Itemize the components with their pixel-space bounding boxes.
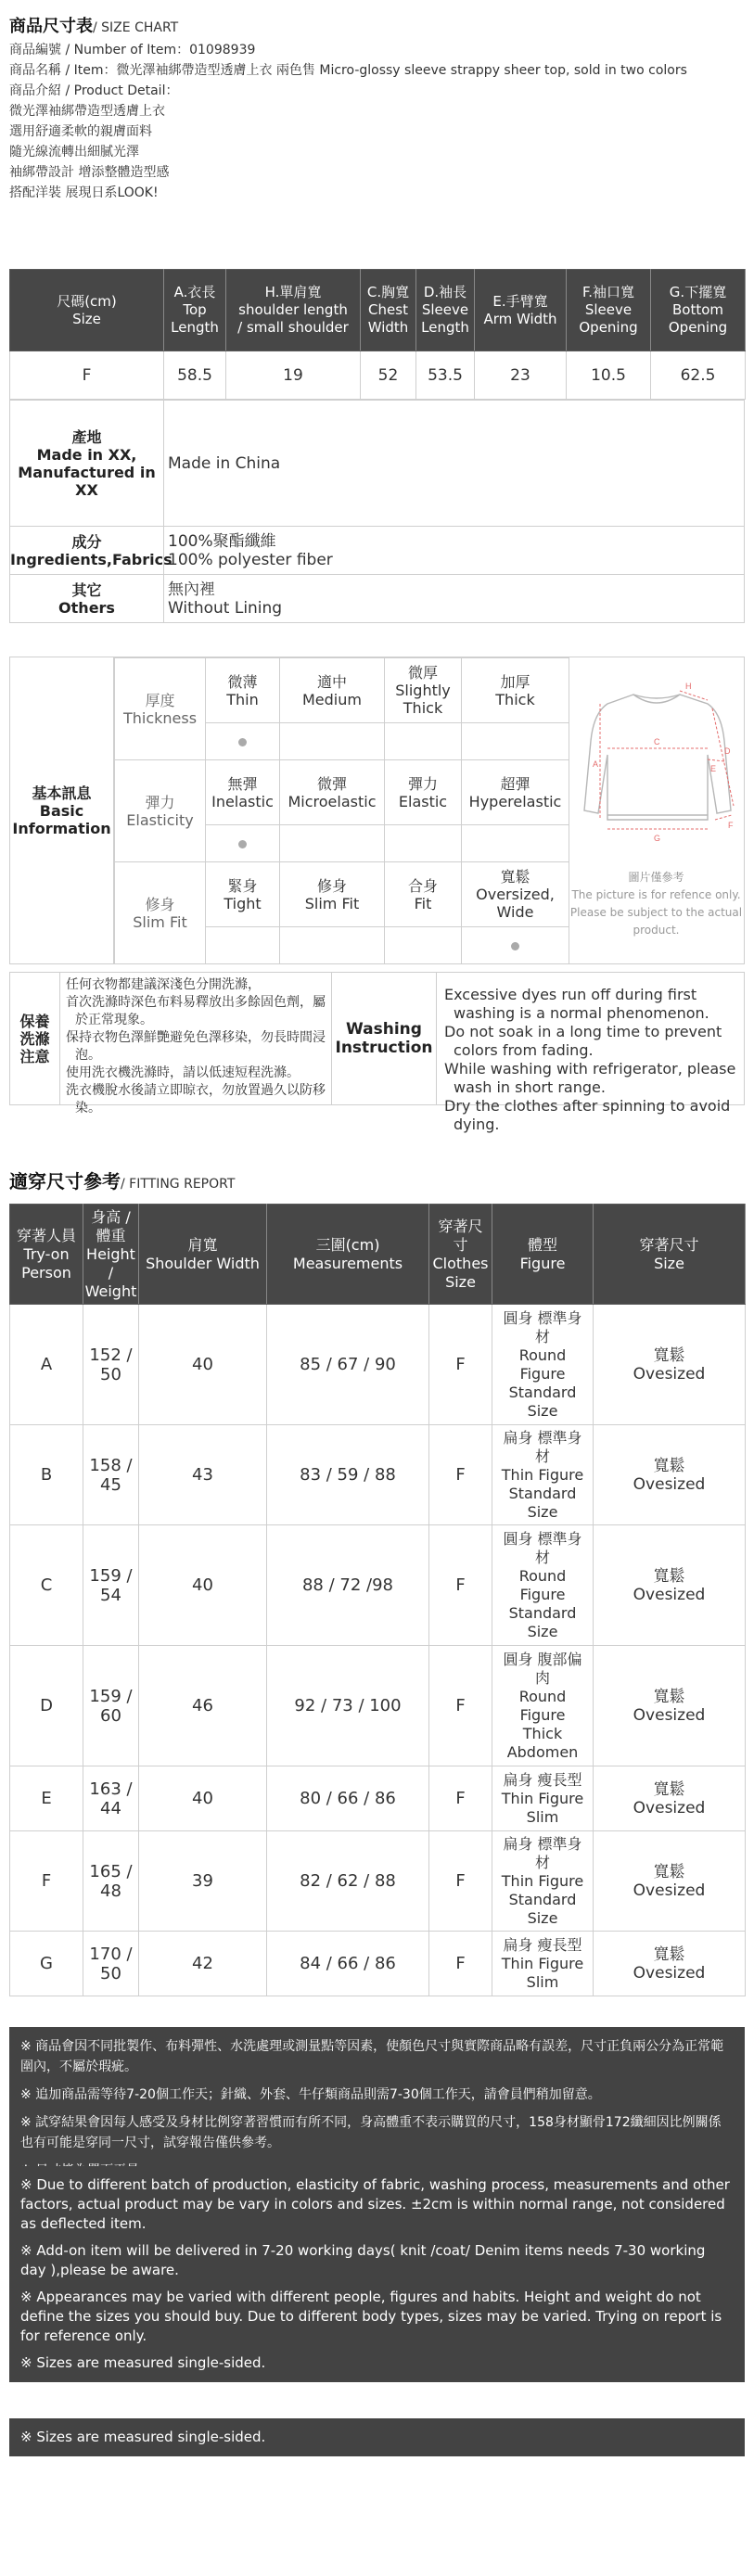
intro-line: 選用舒適柔軟的親膚面料	[9, 124, 152, 139]
size-header-cell: 尺碼(cm) Size	[10, 270, 164, 351]
attribute-selection-cell	[385, 825, 462, 862]
fitting-meas-cell: 85 / 67 / 90	[267, 1305, 429, 1425]
fitting-header-cell: 穿著人員 Try-on Person	[10, 1205, 83, 1305]
ingredients-value: 100%聚酯纖維 100% polyester fiber	[164, 527, 745, 575]
attribute-selection-cell	[462, 825, 569, 862]
fitting-meas-cell: 82 / 62 / 88	[267, 1831, 429, 1932]
size-header-cell: D.袖長 Sleeve Length	[416, 270, 475, 351]
fitting-hw-cell: 170 / 50	[83, 1932, 139, 1996]
fitting-wear-cell: 寬鬆 Ovesized	[594, 1646, 746, 1766]
ingredients-label: 成分 Ingredients,Fabrics	[10, 527, 164, 575]
fitting-size-cell: F	[429, 1932, 492, 1996]
item-number: 商品編號 / Number of Item：01098939	[9, 43, 256, 57]
fitting-row	[10, 1932, 746, 1996]
size-header-cell: E.手臂寬 Arm Width	[475, 270, 567, 351]
attribute-selection-cell	[462, 723, 569, 760]
others-label: 其它 Others	[10, 575, 164, 623]
note-en: ※ Add-on item will be delivered in 7-20 working days( knit /coat/ Denim items needs 7-30 working day ),please be aware.	[20, 2242, 706, 2278]
sweater-diagram-icon	[569, 657, 744, 871]
fitting-shoulder-cell: 40	[139, 1305, 267, 1425]
intro-line: 微光澤袖綁帶造型透膚上衣	[9, 104, 165, 119]
washing-item-en: While washing with refrigerator, please wash in short range.	[444, 1060, 736, 1096]
attribute-grid	[114, 657, 569, 964]
notes-last-line: ※ Sizes are measured single-sided.	[20, 2429, 266, 2445]
fitting-person-cell: A	[10, 1305, 83, 1425]
fitting-figure-cell: 扁身 瘦長型 Thin Figure Slim	[492, 1766, 594, 1831]
fitting-hw-cell: 163 / 44	[83, 1766, 139, 1831]
size-cell: 58.5	[164, 351, 226, 400]
sketch-label-c: C	[654, 737, 660, 746]
intro-lines	[9, 101, 745, 203]
washing-item-en: Dry the clothes after spinning to avoid dying.	[444, 1097, 731, 1133]
size-cell: 62.5	[651, 351, 746, 400]
size-cell: 53.5	[416, 351, 475, 400]
fitting-report-title: 適穿尺寸參考/ FITTING REPORT	[9, 1170, 236, 1192]
fitting-shoulder-cell: 39	[139, 1831, 267, 1932]
washing-item-zh: 使用洗衣機洗滌時，請以低速短程洗滌。	[66, 1065, 300, 1080]
sketch-note-en: The picture is for refence only. Please be subject to the actual product.	[569, 888, 743, 937]
sketch-label-g: G	[654, 834, 661, 843]
fitting-person-cell: C	[10, 1525, 83, 1646]
washing-list-zh	[62, 976, 331, 1117]
washing-item-en: Excessive dyes run off during first washing is a normal phenomenon.	[444, 986, 709, 1022]
fitting-meas-cell: 92 / 73 / 100	[267, 1646, 429, 1766]
notes-last	[9, 2418, 745, 2456]
fitting-hw-cell: 159 / 60	[83, 1646, 139, 1766]
washing-label-zh: 保養 洗滌 注意	[10, 973, 60, 1104]
size-row	[10, 351, 746, 400]
attribute-option: 寬鬆 Oversized, Wide	[462, 862, 569, 927]
size-cell: 23	[475, 351, 567, 400]
origin-table	[9, 400, 745, 623]
sketch-label-d: D	[724, 746, 731, 756]
size-header-cell: H.單肩寬 shoulder length / small shoulder	[226, 270, 361, 351]
washing-item-en: Do not soak in a long time to prevent colors from fading.	[444, 1023, 722, 1059]
washing-item-zh: 保持衣物色澤鮮艷避免色澤移染，勿長時間浸泡。	[66, 1030, 326, 1063]
fitting-meas-cell: 80 / 66 / 86	[267, 1766, 429, 1831]
fitting-header-cell: 穿著尺寸 Size	[594, 1205, 746, 1305]
size-header-cell: C.胸寬 Chest Width	[361, 270, 416, 351]
fitting-size-cell: F	[429, 1305, 492, 1425]
fabric-attributes	[9, 657, 745, 964]
washing-item-zh: 任何衣物都建議深淺色分開洗滌，	[66, 977, 261, 992]
fitting-row	[10, 1646, 746, 1766]
fitting-wear-cell: 寬鬆 Ovesized	[594, 1831, 746, 1932]
notes-en	[9, 2166, 745, 2382]
fitting-meas-cell: 84 / 66 / 86	[267, 1932, 429, 1996]
attribute-selection-cell	[385, 723, 462, 760]
attribute-option: 微彈 Microelastic	[280, 760, 385, 825]
washing-list-en	[441, 986, 745, 1134]
fitting-wear-cell: 寬鬆 Ovesized	[594, 1525, 746, 1646]
attribute-selection-cell	[280, 825, 385, 862]
item-name: 商品名稱 / Item：微光澤袖綁帶造型透膚上衣 兩色售 Micro-glossy sleeve strappy sheer top, sold in two colors	[9, 63, 687, 78]
attribute-option: 適中 Medium	[280, 658, 385, 723]
fitting-row	[10, 1831, 746, 1932]
fitting-header-cell: 穿著尺 寸 Clothes Size	[429, 1205, 492, 1305]
fitting-wear-cell: 寬鬆 Ovesized	[594, 1932, 746, 1996]
fitting-row	[10, 1425, 746, 1525]
note-en: ※ Due to different batch of production, elasticity of fabric, washing process, measurements and other factors, actual product may be vary in colors and sizes. ±2cm is within normal range, not considered as deflected item.	[20, 2176, 730, 2232]
fitting-figure-cell: 扁身 瘦長型 Thin Figure Slim	[492, 1932, 594, 1996]
fitting-meas-cell: 88 / 72 /98	[267, 1525, 429, 1646]
basic-information-label: 基本訊息 Basic Information	[10, 657, 114, 963]
note-en: ※ Appearances may be varied with different people, figures and habits. Height and weight do not define the sizes you should buy. Due to different body types, sizes may be varied. Trying on report is for reference only.	[20, 2289, 722, 2344]
sketch-label-e: E	[710, 764, 717, 773]
washing-item-zh: 洗衣機脫水後請立即晾衣，勿放置過久以防移染。	[66, 1083, 326, 1116]
fitting-person-cell: F	[10, 1831, 83, 1932]
fitting-row	[10, 1525, 746, 1646]
fitting-size-cell: F	[429, 1646, 492, 1766]
attribute-option: 無彈 Inelastic	[206, 760, 280, 825]
fitting-shoulder-cell: 46	[139, 1646, 267, 1766]
garment-sketch	[569, 657, 744, 963]
note-en: ※ Sizes are measured single-sided.	[20, 2354, 266, 2371]
fitting-shoulder-cell: 42	[139, 1932, 267, 1996]
fitting-header-cell: 肩寬 Shoulder Width	[139, 1205, 267, 1305]
fitting-size-cell: F	[429, 1766, 492, 1831]
attribute-selection-cell	[206, 927, 280, 964]
selected-dot-icon	[511, 942, 519, 950]
size-header-cell: F.袖口寬 Sleeve Opening	[567, 270, 651, 351]
attribute-selection-cell	[385, 927, 462, 964]
attribute-option: 微厚 Slightly Thick	[385, 658, 462, 723]
attribute-option: 修身 Slim Fit	[280, 862, 385, 927]
attribute-option: 微薄 Thin	[206, 658, 280, 723]
fitting-shoulder-cell: 43	[139, 1425, 267, 1525]
fitting-person-cell: E	[10, 1766, 83, 1831]
attribute-category: 彈力 Elasticity	[115, 760, 206, 862]
fitting-meas-cell: 83 / 59 / 88	[267, 1425, 429, 1525]
attribute-selection-cell	[280, 927, 385, 964]
fitting-hw-cell: 158 / 45	[83, 1425, 139, 1525]
attribute-option: 合身 Fit	[385, 862, 462, 927]
attribute-selection-cell	[206, 723, 280, 760]
attribute-option: 彈力 Elastic	[385, 760, 462, 825]
intro-line: 袖綁帶設計 增添整體造型感	[9, 165, 170, 180]
fitting-person-cell: B	[10, 1425, 83, 1525]
sketch-label-h: H	[685, 682, 692, 691]
sketch-label-a: A	[593, 759, 599, 769]
fitting-row	[10, 1766, 746, 1831]
fitting-figure-cell: 圓身 標準身 材 Round Figure Standard Size	[492, 1305, 594, 1425]
washing-instructions	[9, 972, 745, 1133]
fitting-size-cell: F	[429, 1831, 492, 1932]
fitting-wear-cell: 寬鬆 Ovesized	[594, 1425, 746, 1525]
attribute-options-row	[115, 862, 569, 927]
attribute-selection-cell	[462, 927, 569, 964]
fitting-figure-cell: 圓身 標準身 材 Round Figure Standard Size	[492, 1525, 594, 1646]
attribute-category: 修身 Slim Fit	[115, 862, 206, 964]
sketch-label-f: F	[728, 821, 734, 830]
selected-dot-icon	[238, 840, 247, 848]
washing-label-en: Washing Instruction	[331, 973, 437, 1104]
note-zh: ※ 追加商品需等待7-20個工作天；針織、外套、牛仔類商品則需7-30個工作天，請會員們稍加留意。	[20, 2087, 601, 2102]
fitting-header-cell: 體型 Figure	[492, 1205, 594, 1305]
washing-item-zh: 首次洗滌時深色布料易釋放出多餘固色劑，屬於正常現象。	[66, 995, 326, 1027]
attribute-options-row	[115, 760, 569, 825]
fitting-size-cell: F	[429, 1425, 492, 1525]
origin-value: Made in China	[164, 401, 745, 527]
fitting-figure-cell: 扁身 標準身 材 Thin Figure Standard Size	[492, 1425, 594, 1525]
sketch-note	[569, 869, 744, 939]
size-cell: 19	[226, 351, 361, 400]
attribute-category: 厚度 Thickness	[115, 658, 206, 760]
selected-dot-icon	[238, 738, 247, 746]
size-header-cell: A.衣長 Top Length	[164, 270, 226, 351]
size-header-cell: G.下擺寬 Bottom Opening	[651, 270, 746, 351]
header	[9, 13, 745, 203]
attribute-selection-cell	[206, 825, 280, 862]
fitting-size-cell: F	[429, 1525, 492, 1646]
fitting-row	[10, 1305, 746, 1425]
size-cell: 52	[361, 351, 416, 400]
fitting-shoulder-cell: 40	[139, 1525, 267, 1646]
fitting-person-cell: G	[10, 1932, 83, 1996]
attribute-selection-cell	[280, 723, 385, 760]
fitting-hw-cell: 152 / 50	[83, 1305, 139, 1425]
size-cell: 10.5	[567, 351, 651, 400]
attribute-option: 緊身 Tight	[206, 862, 280, 927]
fitting-header-cell: 三圍(cm) Measurements	[267, 1205, 429, 1305]
fitting-figure-cell: 扁身 標準身 材 Thin Figure Standard Size	[492, 1831, 594, 1932]
intro-label: 商品介紹 / Product Detail：	[9, 83, 179, 98]
fitting-hw-cell: 159 / 54	[83, 1525, 139, 1646]
size-table	[9, 269, 746, 400]
attribute-option: 超彈 Hyperelastic	[462, 760, 569, 825]
fitting-report-table	[9, 1204, 746, 1996]
fitting-wear-cell: 寬鬆 Ovesized	[594, 1305, 746, 1425]
fitting-header-cell: 身高 / 體重 Height / Weight	[83, 1205, 139, 1305]
fitting-figure-cell: 圓身 腹部偏 肉 Round Figure Thick Abdomen	[492, 1646, 594, 1766]
fitting-hw-cell: 165 / 48	[83, 1831, 139, 1932]
sketch-note-zh: 圖片僅參考	[628, 871, 684, 884]
others-value: 無內裡 Without Lining	[164, 575, 745, 623]
fitting-shoulder-cell: 40	[139, 1766, 267, 1831]
fitting-person-cell: D	[10, 1646, 83, 1766]
size-chart-title: 商品尺寸表/ SIZE CHART	[9, 17, 179, 36]
intro-line: 隨光線流轉出細膩光澤	[9, 145, 139, 159]
size-cell: F	[10, 351, 164, 400]
fitting-wear-cell: 寬鬆 Ovesized	[594, 1766, 746, 1831]
note-zh: ※ 商品會因不同批製作、布料彈性、水洗處理或測量點等因素，使顏色尺寸與實際商品略有誤差，尺寸正負兩公分為正常範圍內，不屬於瑕疵。	[20, 2039, 724, 2074]
attribute-option: 加厚 Thick	[462, 658, 569, 723]
note-zh: ※ 試穿結果會因每人感受及身材比例穿著習慣而有所不同，身高體重不表示購買的尺寸，158身材顯骨172纖細因比例關係也有可能是穿同一尺寸，試穿報告僅供參考。	[20, 2115, 722, 2150]
intro-line: 搭配洋裝 展現日系LOOK!	[9, 185, 159, 200]
origin-label: 產地 Made in XX, Manufactured in XX	[10, 401, 164, 527]
attribute-options-row	[115, 658, 569, 723]
